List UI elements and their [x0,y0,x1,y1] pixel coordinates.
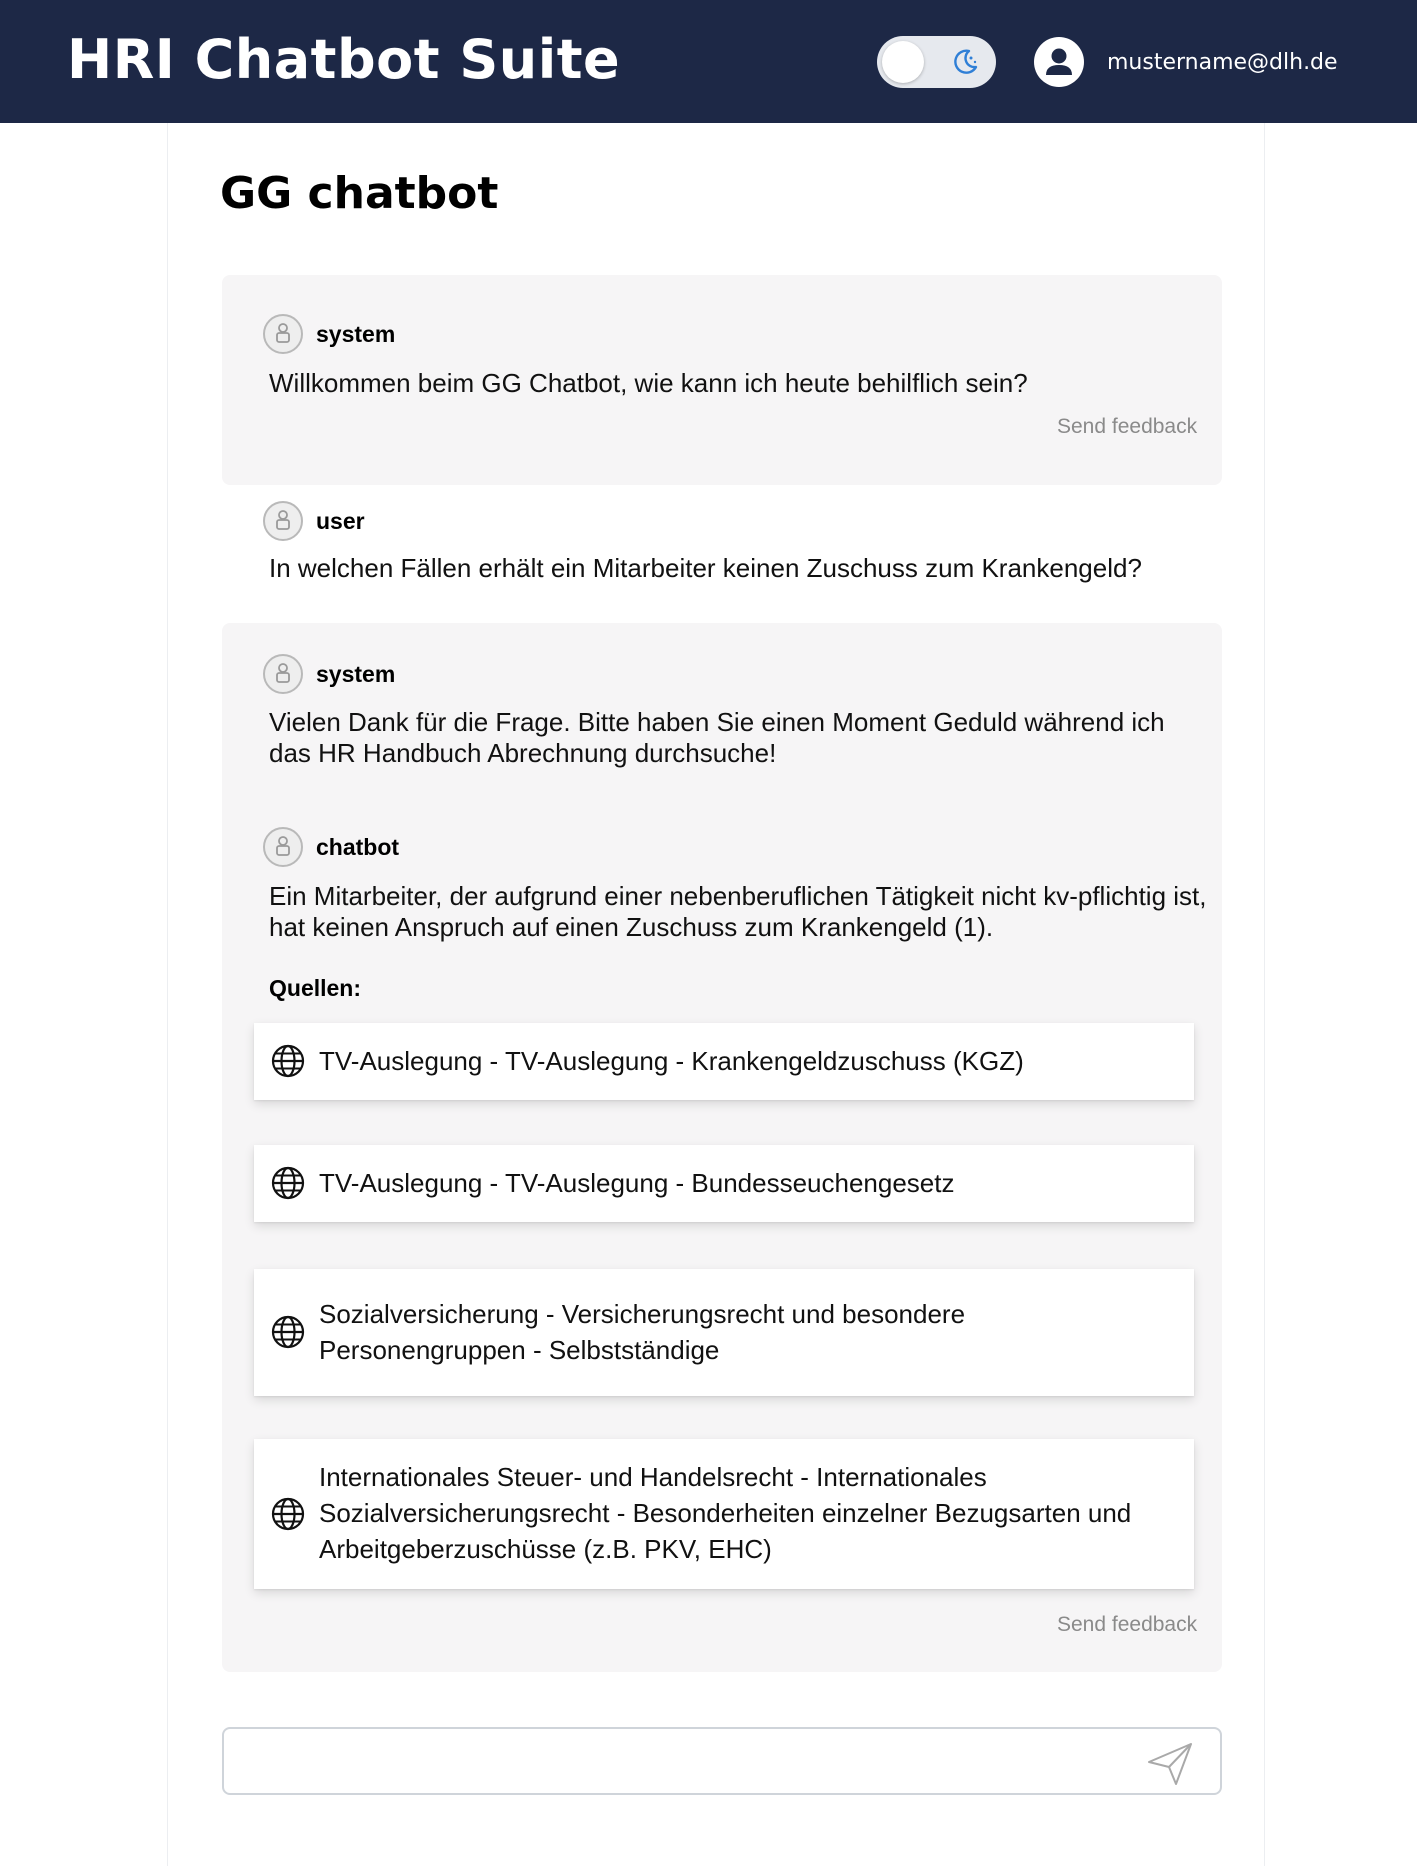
user-circle-icon [262,500,304,542]
message-header [262,500,365,542]
user-email[interactable]: mustername@dlh.de [1107,50,1338,75]
source-title[interactable]: Internationales Steuer- und Handelsrecht - Internationales Sozialversicherungsrecht - Besonderheiten einzelner Bezugsarten und Arbeitgeberzuschüsse (z.B. PKV, EHC) [319,1462,1132,1564]
message-header [262,313,395,355]
chat-input-box[interactable] [222,1727,1222,1795]
source-title[interactable]: TV-Auslegung - TV-Auslegung - Bundesseuchengesetz [319,1168,955,1198]
send-icon[interactable] [1146,1741,1194,1787]
app-header [0,0,1417,123]
sources-label: Quellen: [269,975,362,1001]
source-link[interactable] [254,1023,1194,1100]
message-role: user [316,507,365,534]
message-text: In welchen Fällen erhält ein Mitarbeiter keinen Zuschuss zum Krankengeld? [269,553,1142,583]
user-circle-icon [262,653,304,695]
user-circle-icon [262,313,304,355]
toggle-knob[interactable] [882,41,924,83]
chat-input[interactable] [238,1739,1138,1783]
source-title[interactable]: Sozialversicherung - Versicherungsrecht und besondere Personengruppen - Selbstständige [319,1299,966,1365]
globe-icon [271,1315,305,1349]
user-circle-icon [262,826,304,868]
source-link[interactable] [254,1269,1194,1396]
source-link[interactable] [254,1439,1194,1589]
message-header [262,653,395,695]
page-title: GG chatbot [220,168,499,219]
send-feedback-link[interactable]: Send feedback [1057,415,1198,438]
message-panel-system [222,275,1222,485]
message-text: Vielen Dank für die Frage. Bitte haben Sie einen Moment Geduld während ich das HR Handbuch Abrechnung durchsuche! [269,707,1165,768]
message-text: Ein Mitarbeiter, der aufgrund einer nebenberuflichen Tätigkeit nicht kv-pflichtig ist, hat keinen Anspruch auf einen Zuschuss zum Krankengeld (1). [269,881,1207,942]
globe-icon [271,1497,305,1531]
source-link[interactable] [254,1145,1194,1222]
user-avatar-icon[interactable] [1034,37,1084,87]
message-text: Willkommen beim GG Chatbot, wie kann ich heute behilflich sein? [269,368,1028,398]
source-title[interactable]: TV-Auslegung - TV-Auslegung - Krankengeldzuschuss (KGZ) [319,1046,1024,1076]
message-role: chatbot [316,833,400,860]
message-role: system [316,660,396,687]
send-feedback-link[interactable]: Send feedback [1057,1613,1198,1636]
globe-icon [271,1044,305,1078]
theme-toggle[interactable] [877,36,996,88]
moon-icon [949,46,981,78]
app-title: HRI Chatbot Suite [67,28,621,91]
globe-icon [271,1166,305,1200]
message-role: system [316,320,396,347]
message-header [262,826,399,868]
